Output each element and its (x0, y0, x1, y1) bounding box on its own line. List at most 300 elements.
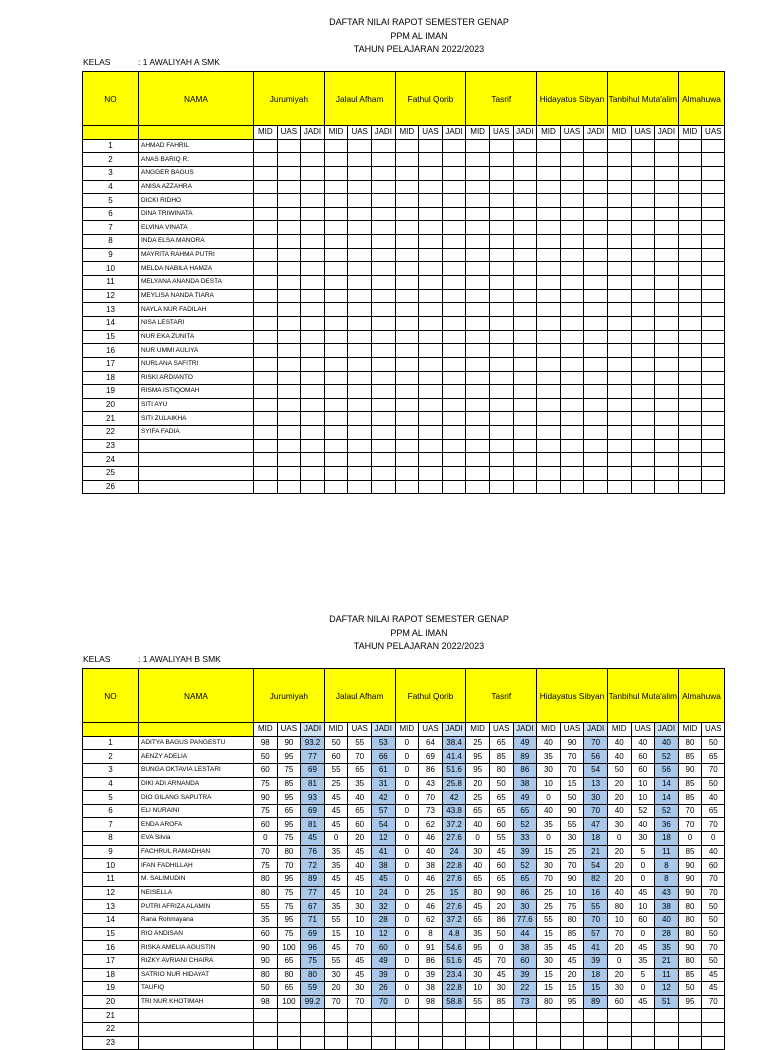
grade-cell: 85 (678, 968, 702, 982)
grade-cell: 70 (702, 886, 725, 900)
row-number: 10 (83, 859, 139, 873)
grade-cell (489, 248, 513, 262)
grade-cell (584, 385, 608, 399)
grade-cell: 89 (513, 750, 537, 764)
grade-cell (702, 398, 725, 412)
grade-cell: 8 (655, 873, 679, 887)
grade-cell: 50 (702, 900, 725, 914)
grade-cell (395, 221, 419, 235)
grade-cell (277, 303, 301, 317)
grade-cell (513, 330, 537, 344)
grade-cell (395, 426, 419, 440)
grade-cell (324, 426, 348, 440)
row-number: 15 (83, 330, 139, 344)
grade-cell: 40 (631, 736, 655, 750)
row-number: 7 (83, 221, 139, 235)
grade-cell (702, 194, 725, 208)
grade-cell: 77 (301, 750, 325, 764)
grade-cell (560, 1009, 584, 1023)
grade-cell: 60 (631, 750, 655, 764)
subject-header: Tasrif (466, 72, 537, 126)
grade-cell: 90 (678, 859, 702, 873)
grade-cell: 37.2 (442, 913, 466, 927)
grade-cell: 0 (395, 859, 419, 873)
grade-cell (277, 330, 301, 344)
grade-cell: 70 (702, 941, 725, 955)
grade-cell (607, 439, 631, 453)
grade-cell: 98 (254, 736, 278, 750)
student-name: M. SALIMUDIN (139, 873, 254, 887)
grade-cell: 65 (513, 804, 537, 818)
subject-header: Tanbihul Muta'alim (607, 669, 678, 723)
grade-cell: 0 (324, 832, 348, 846)
grade-cell: 30 (607, 818, 631, 832)
grade-cell: 38 (371, 859, 395, 873)
grade-cell: 4.8 (442, 927, 466, 941)
grade-cell (254, 276, 278, 290)
table-row (83, 941, 725, 955)
student-name: RISMA ISTIQOMAH (139, 385, 254, 399)
grade-cell: 65 (277, 954, 301, 968)
grade-cell (560, 385, 584, 399)
subheader-uas: UAS (277, 126, 301, 140)
grade-cell: 15 (442, 886, 466, 900)
grade-cell (442, 166, 466, 180)
subheader-blank (139, 723, 254, 737)
grade-cell (277, 248, 301, 262)
grade-cell (254, 467, 278, 481)
subheader-mid: MID (607, 126, 631, 140)
grade-cell (254, 248, 278, 262)
grade-cell (678, 426, 702, 440)
grade-cell: 60 (254, 818, 278, 832)
row-number: 4 (83, 180, 139, 194)
row-number: 2 (83, 153, 139, 167)
grade-cell: 20 (466, 777, 490, 791)
grade-cell (655, 357, 679, 371)
grade-cell (301, 453, 325, 467)
grade-cell (631, 439, 655, 453)
table-row (83, 439, 725, 453)
grade-cell: 22.8 (442, 982, 466, 996)
grade-cell (489, 385, 513, 399)
grade-cell: 11 (655, 845, 679, 859)
table-row (83, 467, 725, 481)
grade-cell: 95 (277, 818, 301, 832)
grade-cell: 10 (631, 791, 655, 805)
grade-cell (348, 344, 372, 358)
grade-cell: 40 (631, 818, 655, 832)
grade-cell: 40 (537, 736, 561, 750)
grade-cell: 43 (419, 777, 443, 791)
grade-cell: 0 (395, 763, 419, 777)
grade-cell (678, 153, 702, 167)
row-number: 11 (83, 276, 139, 290)
row-number: 14 (83, 316, 139, 330)
grade-cell (607, 194, 631, 208)
row-number: 11 (83, 873, 139, 887)
grade-cell: 70 (702, 763, 725, 777)
grade-cell: 30 (348, 900, 372, 914)
grade-cell (324, 385, 348, 399)
grade-cell (678, 221, 702, 235)
grade-cell: 80 (301, 968, 325, 982)
grade-cell: 65 (489, 804, 513, 818)
grade-cell: 50 (560, 791, 584, 805)
grade-cell (489, 289, 513, 303)
grade-cell: 42 (442, 791, 466, 805)
grade-cell (489, 344, 513, 358)
grade-cell: 95 (277, 791, 301, 805)
grade-cell (419, 235, 443, 249)
grade-cell (607, 180, 631, 194)
grade-cell (607, 139, 631, 153)
grade-cell: 89 (301, 873, 325, 887)
grade-cell: 45 (560, 954, 584, 968)
grade-cell (395, 398, 419, 412)
grade-cell: 60 (324, 750, 348, 764)
grade-cell (348, 412, 372, 426)
subheader-jadi: JADI (584, 723, 608, 737)
grade-cell: 30 (584, 791, 608, 805)
table-row (83, 900, 725, 914)
grade-cell: 35 (348, 777, 372, 791)
grade-cell (607, 1009, 631, 1023)
subheader-uas: UAS (631, 126, 655, 140)
grade-cell (513, 289, 537, 303)
grade-cell: 22 (513, 982, 537, 996)
grade-cell (466, 153, 490, 167)
grade-cell: 10 (631, 777, 655, 791)
class-line (83, 654, 221, 664)
grade-cell: 75 (254, 859, 278, 873)
grade-cell (678, 1009, 702, 1023)
grade-cell (560, 467, 584, 481)
table-row (83, 330, 725, 344)
grade-cell: 50 (254, 982, 278, 996)
grade-cell (702, 316, 725, 330)
grade-cell (655, 1009, 679, 1023)
grade-cell (631, 330, 655, 344)
grade-cell (254, 303, 278, 317)
grade-cell: 0 (395, 777, 419, 791)
grade-cell (631, 248, 655, 262)
report-title: DAFTAR NILAI RAPOT SEMESTER GENAP (329, 17, 509, 27)
grade-cell: 20 (607, 791, 631, 805)
grade-cell (371, 153, 395, 167)
grade-cell (324, 262, 348, 276)
grade-cell: 30 (537, 859, 561, 873)
grade-cell: 50 (607, 763, 631, 777)
grade-cell (655, 385, 679, 399)
grade-cell (371, 357, 395, 371)
grade-cell: 36 (655, 818, 679, 832)
subheader-uas: UAS (702, 723, 725, 737)
grade-cell (324, 139, 348, 153)
grade-cell: 90 (277, 736, 301, 750)
grade-cell: 95 (560, 995, 584, 1009)
grade-cell: 60 (371, 941, 395, 955)
grade-cell (395, 248, 419, 262)
grade-cell: 85 (678, 750, 702, 764)
grade-cell (513, 371, 537, 385)
subheader-mid: MID (466, 126, 490, 140)
grade-cell (466, 439, 490, 453)
grade-cell (254, 194, 278, 208)
grade-cell (537, 371, 561, 385)
grade-cell (678, 439, 702, 453)
grade-cell (301, 412, 325, 426)
grade-cell (466, 357, 490, 371)
grade-cell (678, 139, 702, 153)
grade-cell (584, 248, 608, 262)
subheader-jadi: JADI (371, 723, 395, 737)
grade-cell: 0 (631, 859, 655, 873)
grade-cell (631, 480, 655, 494)
grade-cell: 35 (324, 859, 348, 873)
grade-cell (395, 180, 419, 194)
grade-cell (678, 480, 702, 494)
grade-cell (301, 235, 325, 249)
grade-cell: 50 (702, 777, 725, 791)
grade-cell: 55 (324, 954, 348, 968)
grade-cell (537, 412, 561, 426)
student-name: Rana Rohmayana (139, 913, 254, 927)
subheader-mid: MID (254, 723, 278, 737)
grade-cell (513, 480, 537, 494)
grade-cell: 41 (584, 941, 608, 955)
grade-cell (277, 262, 301, 276)
grade-cell (395, 412, 419, 426)
grade-cell: 25 (560, 845, 584, 859)
grade-cell (584, 480, 608, 494)
grade-cell: 70 (702, 873, 725, 887)
grade-cell (560, 166, 584, 180)
grade-cell (466, 289, 490, 303)
grade-cell (607, 289, 631, 303)
grade-cell (277, 398, 301, 412)
student-name: FACHRUL RAMADHAN (139, 845, 254, 859)
grade-cell (702, 1009, 725, 1023)
grade-cell: 77 (301, 886, 325, 900)
grade-cell: 90 (678, 873, 702, 887)
subheader-jadi: JADI (301, 723, 325, 737)
grade-cell: 57 (584, 927, 608, 941)
grade-cell (489, 166, 513, 180)
grade-cell (419, 330, 443, 344)
row-number: 20 (83, 398, 139, 412)
grade-cell (442, 221, 466, 235)
grade-cell: 20 (607, 968, 631, 982)
student-name: NISA LESTARI (139, 316, 254, 330)
grade-cell (655, 262, 679, 276)
grade-cell: 20 (607, 941, 631, 955)
academic-year: TAHUN PELAJARAN 2022/2023 (353, 641, 485, 651)
row-number: 23 (83, 439, 139, 453)
grade-cell (560, 439, 584, 453)
grade-cell (584, 453, 608, 467)
table-row (83, 357, 725, 371)
grade-cell (537, 467, 561, 481)
grade-cell: 25 (466, 736, 490, 750)
grade-cell (348, 480, 372, 494)
grade-cell: 95 (466, 750, 490, 764)
grade-cell (324, 1023, 348, 1037)
grade-cell: 98 (419, 995, 443, 1009)
grade-cell (537, 330, 561, 344)
grade-cell (395, 207, 419, 221)
grade-cell (301, 166, 325, 180)
subheader-uas: UAS (419, 723, 443, 737)
grade-cell (395, 235, 419, 249)
grade-cell (537, 166, 561, 180)
grade-cell (348, 207, 372, 221)
grade-cell: 15 (324, 927, 348, 941)
grade-cell (489, 194, 513, 208)
subheader-mid: MID (324, 126, 348, 140)
grades-table (82, 71, 725, 494)
grade-cell (442, 467, 466, 481)
grade-cell: 60 (254, 927, 278, 941)
grade-cell (442, 1036, 466, 1050)
grade-cell: 25 (537, 886, 561, 900)
grade-cell (607, 262, 631, 276)
grade-cell (702, 303, 725, 317)
grade-cell: 58.8 (442, 995, 466, 1009)
subheader-mid: MID (254, 126, 278, 140)
subheader-jadi: JADI (513, 126, 537, 140)
grade-cell (489, 1009, 513, 1023)
grade-cell: 65 (702, 804, 725, 818)
grade-cell (584, 1023, 608, 1037)
table-row (83, 153, 725, 167)
student-name: ENDA AROFA (139, 818, 254, 832)
grade-cell (584, 153, 608, 167)
row-number: 13 (83, 900, 139, 914)
grade-cell (277, 385, 301, 399)
grade-cell (324, 221, 348, 235)
grade-cell (324, 303, 348, 317)
grade-cell: 90 (560, 804, 584, 818)
grade-cell: 54.6 (442, 941, 466, 955)
grade-cell (607, 221, 631, 235)
grade-cell: 86 (419, 954, 443, 968)
grade-cell (371, 139, 395, 153)
grade-cell (371, 207, 395, 221)
grade-cell (395, 303, 419, 317)
grade-cell (655, 480, 679, 494)
grade-cell: 45 (324, 873, 348, 887)
grade-cell: 70 (702, 995, 725, 1009)
grade-cell (560, 426, 584, 440)
student-name: TAUFIQ (139, 982, 254, 996)
grade-cell (702, 276, 725, 290)
grade-cell (631, 344, 655, 358)
grade-cell (348, 139, 372, 153)
grade-cell (489, 453, 513, 467)
grade-cell (324, 453, 348, 467)
grade-cell: 30 (324, 968, 348, 982)
grade-cell (254, 139, 278, 153)
grade-cell: 35 (655, 941, 679, 955)
grade-cell: 80 (489, 763, 513, 777)
grade-cell (442, 398, 466, 412)
grade-cell: 40 (702, 845, 725, 859)
grade-cell (277, 344, 301, 358)
grade-cell (702, 221, 725, 235)
grade-cell (655, 276, 679, 290)
grade-cell (702, 344, 725, 358)
grade-cell (419, 467, 443, 481)
grade-cell (537, 289, 561, 303)
grade-cell: 57 (371, 804, 395, 818)
grade-cell: 70 (607, 927, 631, 941)
grade-cell (301, 357, 325, 371)
grade-cell: 49 (513, 736, 537, 750)
grade-cell: 32 (371, 900, 395, 914)
grade-cell: 30 (607, 982, 631, 996)
grade-cell: 30 (560, 832, 584, 846)
grade-cell (466, 412, 490, 426)
grade-cell (419, 221, 443, 235)
row-number: 8 (83, 832, 139, 846)
grade-cell (277, 1036, 301, 1050)
grade-cell (301, 139, 325, 153)
grade-cell (254, 166, 278, 180)
grade-cell (489, 180, 513, 194)
grade-cell: 91 (419, 941, 443, 955)
row-number: 17 (83, 954, 139, 968)
grade-cell: 99.2 (301, 995, 325, 1009)
grade-cell: 0 (395, 873, 419, 887)
grade-cell (254, 357, 278, 371)
grade-cell (560, 221, 584, 235)
grade-cell (513, 385, 537, 399)
grade-cell (584, 330, 608, 344)
student-name: PUTRI AFRIZA ALAMIN (139, 900, 254, 914)
grade-cell (371, 303, 395, 317)
student-name: RIO ANDISAN (139, 927, 254, 941)
grade-cell (419, 1036, 443, 1050)
grade-cell: 77.6 (513, 913, 537, 927)
no-header: NO (83, 72, 139, 126)
subject-header: Hidayatus Sibyan (537, 72, 608, 126)
grade-cell (419, 248, 443, 262)
row-number: 12 (83, 289, 139, 303)
grade-cell (560, 139, 584, 153)
grade-cell (466, 371, 490, 385)
grade-cell: 45 (702, 968, 725, 982)
grade-cell: 24 (442, 845, 466, 859)
table-row (83, 453, 725, 467)
grade-cell (277, 467, 301, 481)
grade-cell: 75 (277, 763, 301, 777)
grade-cell (631, 357, 655, 371)
row-number: 2 (83, 750, 139, 764)
grade-cell (489, 426, 513, 440)
grade-cell (419, 1023, 443, 1037)
grade-cell (584, 1009, 608, 1023)
grade-cell: 70 (678, 804, 702, 818)
grade-cell (301, 316, 325, 330)
grade-cell: 0 (607, 832, 631, 846)
grade-cell: 85 (678, 777, 702, 791)
grade-cell: 70 (560, 859, 584, 873)
grade-cell: 0 (702, 832, 725, 846)
grade-cell (419, 398, 443, 412)
student-name: ANAS BARIQ R. (139, 153, 254, 167)
grade-cell (702, 371, 725, 385)
